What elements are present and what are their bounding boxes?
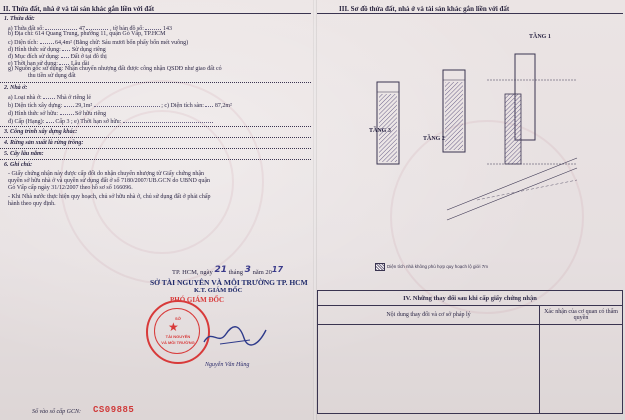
section-4-title: IV. Những thay đổi sau khi cấp giấy chứng nhận	[318, 291, 623, 306]
col-content-header: Nội dung thay đổi và cơ sở pháp lý	[318, 306, 540, 325]
purpose-label: đ) Mục đích sử dụng:	[8, 54, 60, 60]
seal-text-1: SỞ	[174, 316, 182, 321]
table-cell-confirm	[540, 325, 623, 414]
table-cell-content	[318, 325, 540, 414]
level-row	[8, 117, 213, 126]
serial-number: CS09885	[93, 405, 135, 415]
col-confirm-header: Xác nhận của cơ quan có thẩm quyền	[540, 306, 623, 325]
term-value: Lâu dài	[70, 61, 90, 67]
divider	[0, 148, 311, 149]
floor-1-label: TẦNG 1	[529, 34, 551, 40]
date-prefix: TP. HCM, ngày	[172, 269, 213, 276]
origin-row	[8, 66, 222, 73]
issuing-org: SỞ TÀI NGUYÊN VÀ MÔI TRƯỜNG TP. HCM	[150, 278, 308, 287]
issue-date	[172, 265, 284, 276]
level-label: đ) Cấp (Hạng):	[8, 119, 45, 125]
parcel-label: a) Thửa đất số:	[8, 26, 44, 32]
ownership-label: d) Hình thức sở hữu:	[8, 111, 59, 117]
perennial-heading: 5. Cây lâu năm:	[4, 151, 44, 157]
build-area-label: b) Diện tích xây dựng:	[8, 103, 63, 109]
floor-2-label: TẦNG 2	[423, 136, 445, 142]
note-line-4: - Khi Nhà nước thực hiện quy hoạch, chủ sở hữu nhà ở, chủ sử dụng đất ở phải chấp	[8, 194, 211, 200]
purpose-value: Đất ở tại đô thị	[70, 54, 107, 60]
seal-star-icon: ★	[168, 320, 179, 334]
date-year: 17	[271, 265, 284, 274]
term-label: e) Thời hạn sử dụng:	[8, 61, 58, 67]
signer-name: Nguyễn Văn Hùng	[205, 362, 250, 368]
sign-role: K.T. GIÁM ĐỐC	[194, 287, 243, 294]
note-line-2: quyền sở hữu nhà ở và quyền sử dụng đất ở số 7180/2007/UB.GCN do UBND quận	[8, 178, 211, 184]
note-line-5: hành theo quy định.	[8, 201, 56, 207]
date-month-label: tháng	[228, 269, 244, 276]
date-year-label: năm 20	[252, 269, 272, 276]
section-divider	[317, 13, 623, 14]
origin-row-2: thu tiền sử dụng đất	[28, 73, 76, 79]
area-value: 64,4m²	[55, 40, 72, 46]
table-row	[318, 325, 623, 414]
other-works-heading: 3. Công trình xây dựng khác:	[4, 129, 78, 135]
house-type-value: Nhà ở riêng lẻ	[56, 95, 91, 101]
legend-text: Diện tích nhà không phù hợp quy hoạch lộ giới 7m	[387, 264, 488, 269]
address-row: b) Địa chỉ: 614 Quang Trung, phường 11, quận Gò Vấp, TP.HCM	[8, 31, 166, 37]
right-page	[317, 0, 625, 420]
table-title-row	[318, 291, 623, 306]
deputy-director-title: PHÓ GIÁM ĐỐC	[170, 296, 225, 304]
ownership-value: Sở hữu riêng	[75, 111, 107, 117]
origin-label: g) Nguồn gốc sử dụng:	[8, 66, 64, 72]
floor-2-plan	[443, 70, 465, 152]
section-2-title: II. Thửa đất, nhà ở và tài sản khác gắn liền với đất	[3, 5, 155, 13]
divider	[0, 82, 311, 83]
house-heading: 2. Nhà ở:	[4, 85, 28, 91]
date-day: 21	[214, 265, 227, 275]
floor-area-value: 87,2m²	[214, 103, 232, 109]
section-divider	[0, 13, 311, 14]
house-type-label: a) Loại nhà ở:	[8, 95, 42, 101]
parcel-value: 47	[78, 26, 85, 32]
forest-heading: 4. Rừng sản xuất là rừng trồng:	[4, 140, 84, 146]
floor-3-label: TẦNG 3	[369, 128, 391, 134]
serial-label: Số vào sổ cấp GCN:	[32, 409, 81, 415]
seal-text-2: TÀI NGUYÊN	[165, 334, 191, 339]
area-label: c) Diện tích:	[8, 40, 38, 46]
map-sheet-value: 143	[162, 26, 172, 32]
floor-1-plan	[487, 54, 577, 164]
signature-scribble	[200, 320, 270, 350]
notes-heading: 6. Ghi chú:	[4, 162, 33, 168]
origin-value: Nhận chuyển nhượng đất được công nhận QSDĐ như giao đất có	[64, 66, 222, 72]
seal-text-3: VÀ MÔI TRƯỜNG	[161, 340, 195, 345]
note-line-3: Gò Vấp cấp ngày 31/12/2007 theo hồ sơ số 166096.	[8, 185, 133, 191]
level-value: Cấp 3	[55, 119, 70, 125]
ownership-term-label: ; e) Thời hạn sở hữu:	[71, 119, 122, 125]
section-3-title: III. Sơ đồ thửa đất, nhà ở và tài sản khác gắn liền với đất	[339, 5, 510, 13]
area-words: (Bằng chữ: Sáu mươi bốn phẩy bốn mét vuông)	[73, 40, 189, 46]
land-heading: 1. Thửa đất:	[4, 16, 35, 22]
divider	[0, 137, 311, 138]
floor-area-label: ; c) Diện tích sàn:	[161, 103, 204, 109]
build-area-value: 29,1m²	[75, 103, 93, 109]
table-header-row	[318, 306, 623, 325]
divider	[0, 126, 311, 127]
note-line-1: - Giấy chứng nhận này được cấp đổi do nhận chuyển nhượng từ Giấy chứng nhận	[8, 171, 205, 177]
date-month: 3	[244, 265, 251, 275]
divider	[0, 159, 311, 160]
floor-3-plan	[377, 82, 399, 164]
use-form-value: Sử dụng riêng	[71, 47, 106, 53]
site-plan-diagram	[347, 40, 587, 230]
legend-swatch	[375, 263, 385, 271]
map-sheet-label: , tờ bản đồ số:	[109, 26, 144, 32]
use-form-label: d) Hình thức sử dụng:	[8, 47, 61, 53]
changes-table	[317, 290, 623, 414]
